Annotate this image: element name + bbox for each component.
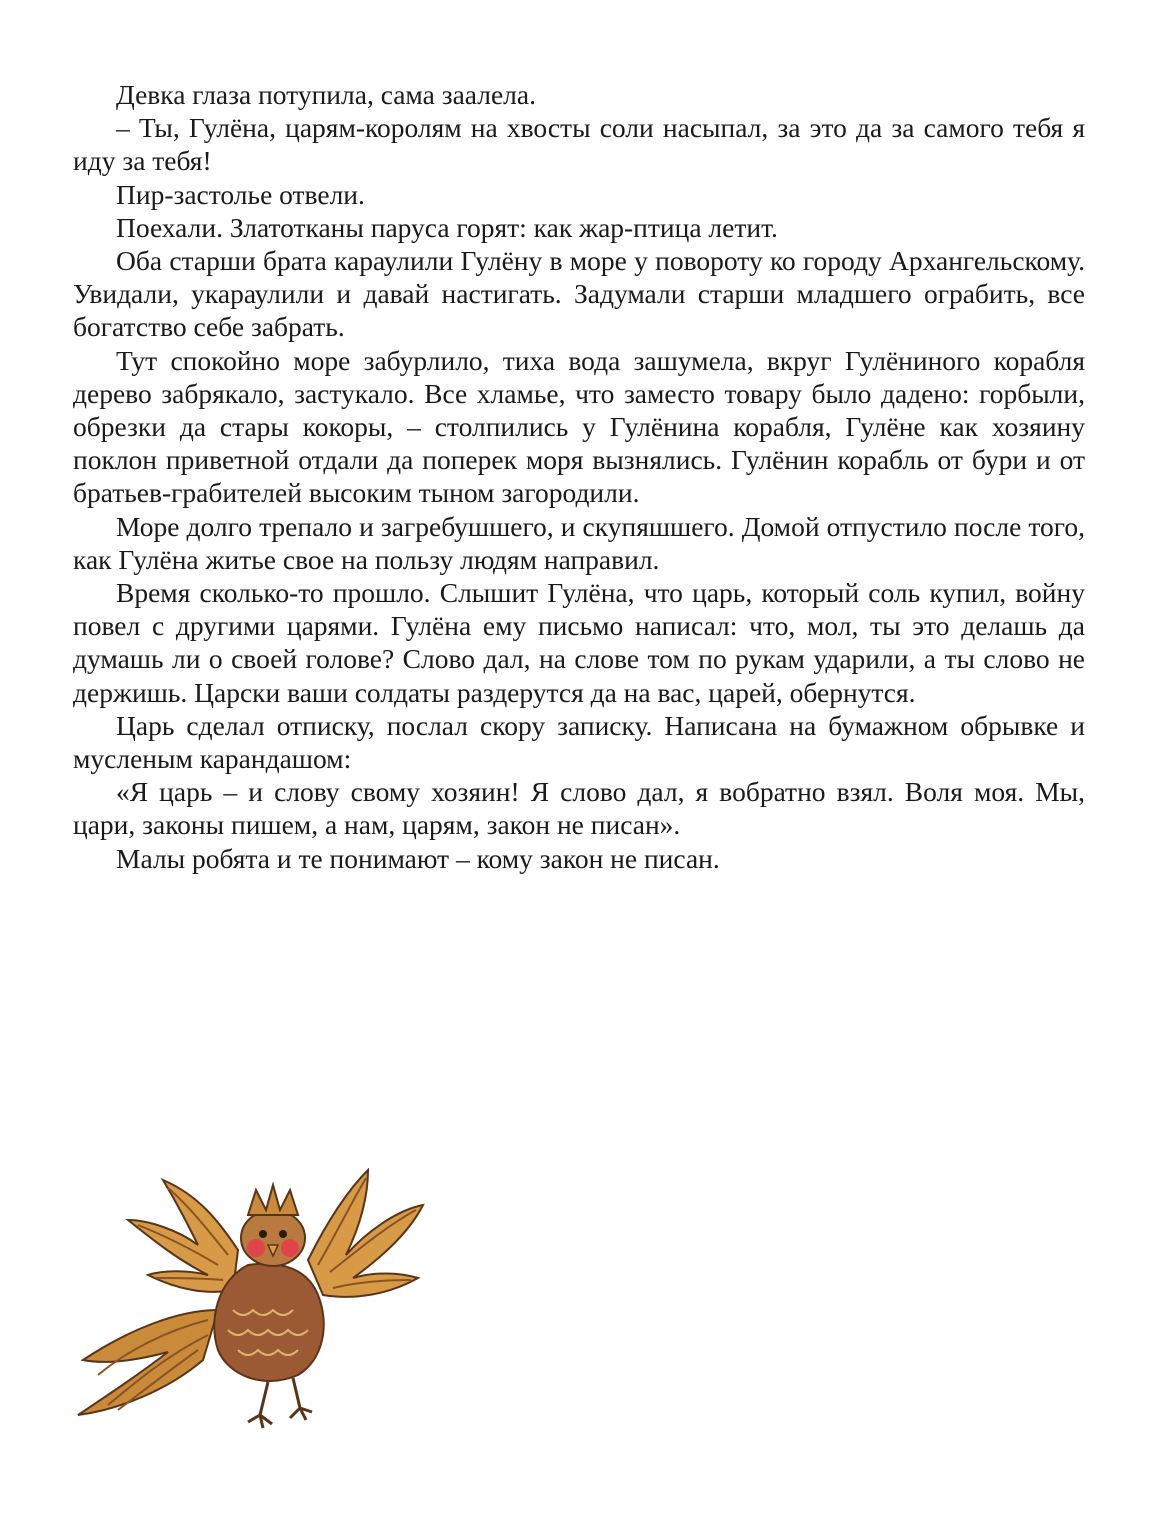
paragraph: Время сколько-то прошло. Слышит Гулёна, что царь, который соль купил, войну повел с другими царями. Гулёна ему письмо написал: что, мол, ты это делашь да думашь ли о своей голове? Слово дал, на слове том по рукам ударили, а ты слово не держишь. Царски ваши солдаты раздерутся да на вас, царей, обернутся. [73, 577, 1085, 708]
paragraph: – Ты, Гулёна, царям-королям на хвосты соли насыпал, за это да за самого тебя я иду за тебя! [73, 112, 1085, 177]
paragraph: Море долго трепало и загребушшего, и скупяшшего. Домой отпустило после того, как Гулёна житье свое на пользу людям направил. [73, 510, 1085, 575]
paragraph: Пир-застолье отвели. [116, 178, 365, 210]
paragraph: Малы робята и те понимают – кому закон не писан. [116, 842, 720, 874]
paragraph: Поехали. Златотканы паруса горят: как жар-птица летит. [116, 211, 778, 243]
paragraph: Оба старши брата караулили Гулёну в море у повороту ко городу Архангельскому. Увидали, укараулили и давай настигать. Задумали старши младшего ограбить, все богатство себе забрать. [73, 245, 1085, 343]
story-text [73, 78, 1085, 875]
paragraph: «Я царь – и слову свому хозяин! Я слово дал, я вобратно взял. Воля моя. Мы, цари, законы пишем, а нам, царям, закон не писан». [73, 776, 1085, 841]
paragraph: Царь сделал отписку, послал скору записку. Написана на бумажном обрывке и мусленым карандашом: [73, 709, 1085, 775]
paragraph: Тут спокойно море забурлило, тиха вода зашумела, вкруг Гулёниного корабля дерево забрякало, застукало. Все хламье, что заместо товару было дадено: горбыли, обрезки да стары кокоры, – столпились у Гулёнина корабля, Гулёне как хозяину поклон приветной отдали да поперек моря вызнялись. Гулёнин корабль от бури и от братьев-грабителей высоким тыном загородили. [73, 344, 1085, 509]
firebird-icon [68, 1160, 448, 1440]
paragraph: Девка глаза потупила, сама заалела. [116, 79, 536, 110]
firebird-illustration [68, 1160, 448, 1440]
